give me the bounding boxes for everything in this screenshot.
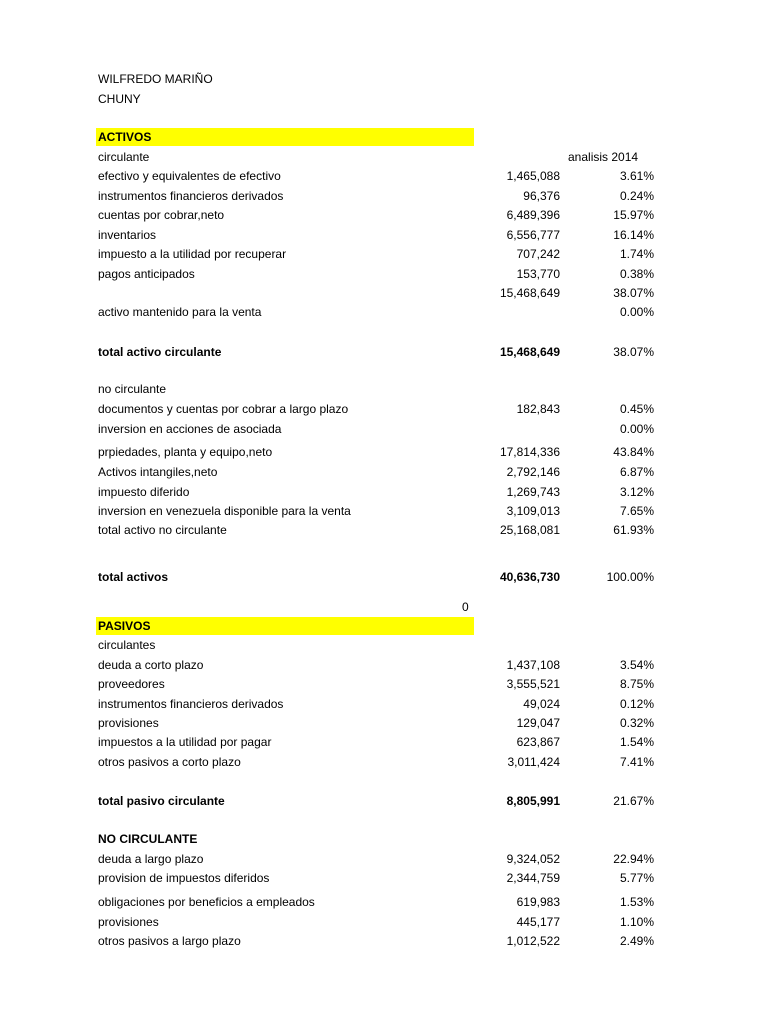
row-label: otros pasivos a largo plazo <box>98 934 241 948</box>
row-label: instrumentos financieros derivados <box>98 189 284 203</box>
subtotal-percent: 38.07% <box>613 286 654 300</box>
row-value: 1,465,088 <box>506 169 560 183</box>
row-percent: 7.65% <box>619 504 654 518</box>
table-row <box>0 265 768 283</box>
row-value: 96,376 <box>523 189 560 203</box>
row-value: 3,555,521 <box>506 677 560 691</box>
assets-subtotal-row <box>0 284 768 302</box>
row-label: impuesto a la utilidad por recuperar <box>98 247 287 261</box>
row-value: 2,344,759 <box>506 871 560 885</box>
row-value: 9,324,052 <box>506 852 560 866</box>
table-row <box>0 226 768 244</box>
header-company-row <box>0 90 768 108</box>
row-value: 182,843 <box>516 402 560 416</box>
liabilities-title-row <box>0 617 768 635</box>
liabilities-highlight <box>96 617 474 635</box>
table-row <box>0 913 768 931</box>
row-value: 445,177 <box>516 915 560 929</box>
row-value: 15,468,649 <box>499 345 560 359</box>
row-percent: 7.41% <box>619 755 654 769</box>
row-percent: 8.75% <box>619 677 654 691</box>
table-row <box>0 483 768 501</box>
row-value: 2,792,146 <box>506 465 560 479</box>
liabilities-noncurrent-label: NO CIRCULANTE <box>98 832 198 846</box>
row-label: obligaciones por beneficios a empleados <box>98 895 315 909</box>
table-row <box>0 400 768 418</box>
table-row <box>0 206 768 224</box>
assets-title-row <box>0 128 768 146</box>
liabilities-current-header-row <box>0 636 768 654</box>
assets-noncurrent-label: no circulante <box>98 382 167 396</box>
row-percent: 15.97% <box>613 208 654 222</box>
row-value: 49,024 <box>523 697 560 711</box>
assets-title: ACTIVOS <box>98 130 152 144</box>
row-label: deuda a corto plazo <box>98 658 204 672</box>
row-percent: 0.24% <box>619 189 654 203</box>
row-percent: 100.00% <box>606 570 654 584</box>
company-name: CHUNY <box>98 92 141 106</box>
row-value: 707,242 <box>516 247 560 261</box>
table-row <box>0 521 768 539</box>
liabilities-title: PASIVOS <box>98 619 151 633</box>
row-value: 3,109,013 <box>506 504 560 518</box>
row-percent: 16.14% <box>613 228 654 242</box>
row-percent: 0.32% <box>619 716 654 730</box>
total-current-assets-row <box>0 343 768 361</box>
liabilities-noncurrent-header-row <box>0 830 768 848</box>
row-label: total activos <box>98 570 169 584</box>
row-value: 1,012,522 <box>506 934 560 948</box>
row-value: 6,489,396 <box>506 208 560 222</box>
row-percent: 5.77% <box>619 871 654 885</box>
row-value: 25,168,081 <box>499 523 560 537</box>
row-percent: 2.49% <box>619 934 654 948</box>
row-label: impuestos a la utilidad por pagar <box>98 735 272 749</box>
row-percent: 6.87% <box>619 465 654 479</box>
total-assets-row <box>0 568 768 586</box>
row-percent: 3.54% <box>619 658 654 672</box>
row-percent: 43.84% <box>613 445 654 459</box>
row-percent: 1.53% <box>619 895 654 909</box>
row-label: total pasivo circulante <box>98 794 225 808</box>
row-value: 129,047 <box>516 716 560 730</box>
table-row <box>0 893 768 911</box>
row-label: impuesto diferido <box>98 485 190 499</box>
owner-name: WILFREDO MARIÑO <box>98 72 213 86</box>
row-value: 17,814,336 <box>499 445 560 459</box>
table-row <box>0 463 768 481</box>
row-label: Activos intangiles,neto <box>98 465 218 479</box>
table-row <box>0 303 768 321</box>
row-percent: 0.38% <box>619 267 654 281</box>
row-label: documentos y cuentas por cobrar a largo plazo <box>98 402 349 416</box>
assets-highlight <box>96 128 474 146</box>
table-row <box>0 714 768 732</box>
table-row <box>0 675 768 693</box>
row-label: total activo no circulante <box>98 523 227 537</box>
row-value: 1,437,108 <box>506 658 560 672</box>
row-percent: 0.00% <box>619 422 654 436</box>
row-percent: 1.74% <box>619 247 654 261</box>
row-label: inversion en acciones de asociada <box>98 422 282 436</box>
table-row <box>0 932 768 950</box>
analysis-header: analisis 2014 <box>568 150 639 164</box>
row-percent: 3.61% <box>619 169 654 183</box>
row-value: 3,011,424 <box>507 755 560 769</box>
table-row <box>0 187 768 205</box>
row-label: provisiones <box>98 716 159 730</box>
row-value: 153,770 <box>516 267 560 281</box>
row-label: activo mantenido para la venta <box>98 305 262 319</box>
row-value: 6,556,777 <box>506 228 560 242</box>
row-percent: 1.10% <box>619 915 654 929</box>
table-row <box>0 733 768 751</box>
check-row <box>0 598 768 616</box>
row-label: instrumentos financieros derivados <box>98 697 284 711</box>
row-label: cuentas por cobrar,neto <box>98 208 225 222</box>
row-label: otros pasivos a corto plazo <box>98 755 241 769</box>
assets-noncurrent-header-row <box>0 380 768 398</box>
assets-current-header-row <box>0 148 768 166</box>
liabilities-current-label: circulantes <box>98 638 156 652</box>
row-percent: 3.12% <box>619 485 654 499</box>
table-row <box>0 656 768 674</box>
row-label: inversion en venezuela disponible para la venta <box>98 504 351 518</box>
check-value: 0 <box>462 600 469 614</box>
row-percent: 0.00% <box>619 305 654 319</box>
row-label: provision de impuestos diferidos <box>98 871 270 885</box>
row-label: pagos anticipados <box>98 267 195 281</box>
table-row <box>0 167 768 185</box>
table-row <box>0 245 768 263</box>
row-label: inventarios <box>98 228 157 242</box>
row-value: 40,636,730 <box>499 570 560 584</box>
row-percent: 61.93% <box>613 523 654 537</box>
assets-current-label: circulante <box>98 150 150 164</box>
table-row <box>0 695 768 713</box>
row-label: provisiones <box>98 915 159 929</box>
row-label: efectivo y equivalentes de efectivo <box>98 169 281 183</box>
table-row <box>0 850 768 868</box>
row-label: deuda a largo plazo <box>98 852 204 866</box>
table-row <box>0 443 768 461</box>
row-percent: 22.94% <box>613 852 654 866</box>
header-name-row <box>0 70 768 88</box>
row-label: total activo circulante <box>98 345 222 359</box>
subtotal-value: 15,468,649 <box>499 286 560 300</box>
row-value: 8,805,991 <box>506 794 560 808</box>
table-row <box>0 753 768 771</box>
row-value: 619,983 <box>516 895 560 909</box>
row-percent: 0.45% <box>619 402 654 416</box>
table-row <box>0 869 768 887</box>
row-label: prpiedades, planta y equipo,neto <box>98 445 273 459</box>
total-current-liabilities-row <box>0 792 768 810</box>
table-row <box>0 420 768 438</box>
row-label: proveedores <box>98 677 165 691</box>
row-value: 623,867 <box>516 735 560 749</box>
row-percent: 0.12% <box>619 697 654 711</box>
table-row <box>0 502 768 520</box>
row-percent: 38.07% <box>613 345 654 359</box>
row-value: 1,269,743 <box>506 485 560 499</box>
row-percent: 21.67% <box>613 794 654 808</box>
row-percent: 1.54% <box>619 735 654 749</box>
